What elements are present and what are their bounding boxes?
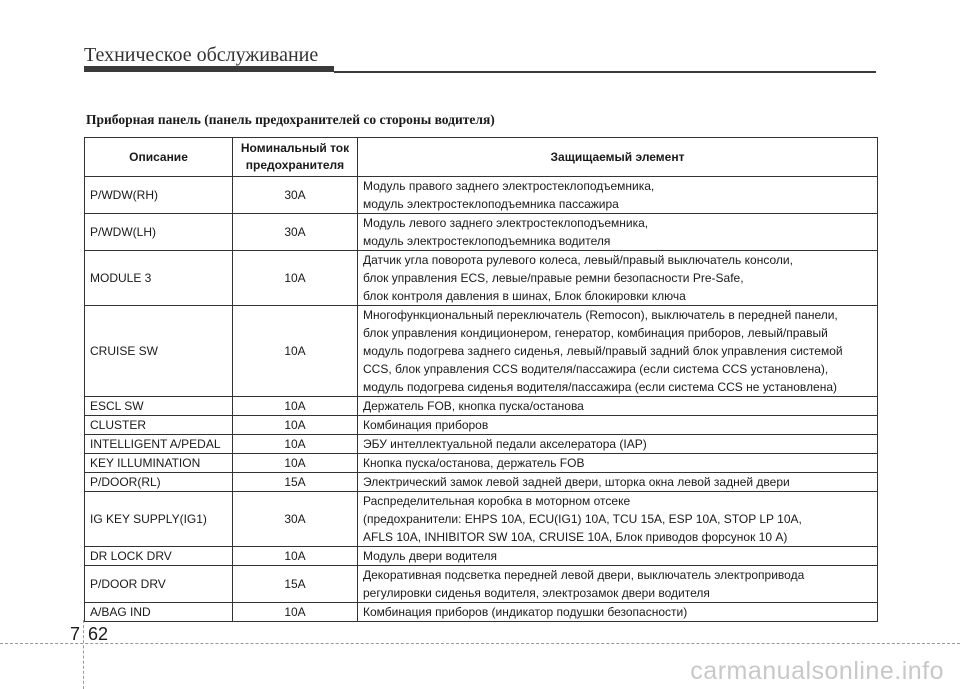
header-rating [233,138,358,177]
fuse-rating: 10A [233,251,358,306]
footer-horizontal-rule [0,643,960,644]
table-row [85,473,878,492]
protected-element [358,547,878,566]
fuse-rating: 30A [233,177,358,214]
fuse-rating: 10A [233,603,358,622]
fuse-rating: 10A [233,397,358,416]
fuse-description: MODULE 3 [85,251,233,306]
fuse-description: CLUSTER [85,416,233,435]
protected-element-line: Многофункциональный переключатель (Remocon), выключатель в передней панели, [363,308,838,322]
table-row [85,416,878,435]
protected-element-line: блок управления ECS, левые/правые ремни безопасности Pre-Safe, [363,271,744,285]
table-row [85,435,878,454]
protected-element-line: Комбинация приборов (индикатор подушки безопасности) [363,605,688,619]
fuse-description: CRUISE SW [85,306,233,397]
table-row [85,306,878,397]
fuse-rating: 30A [233,492,358,547]
watermark: carmanualsonline.info [690,657,944,685]
fuse-rating: 10A [233,306,358,397]
protected-element [358,473,878,492]
fuse-rating: 15A [233,566,358,603]
header-rule-thin [334,71,876,73]
table-row [85,603,878,622]
table-row [85,177,878,214]
protected-element [358,251,878,306]
protected-element [358,214,878,251]
fuse-rating: 10A [233,435,358,454]
protected-element-line: CCS, блок управления CCS водителя/пассажира (если система CCS установлена), [363,362,829,376]
table-row [85,547,878,566]
protected-element-line: модуль электростеклоподъемника пассажира [363,197,619,211]
fuse-rating: 10A [233,454,358,473]
protected-element-line: Кнопка пуска/останова, держатель FOB [363,456,585,470]
table-header-row [85,138,878,177]
protected-element-line: блок управления кондиционером, генератор, комбинация приборов, левый/правый [363,326,828,340]
header-element: Защищаемый элемент [358,138,878,177]
fuse-description: P/DOOR(RL) [85,473,233,492]
header-rating-line2: предохранителя [245,158,345,172]
protected-element-line: Модуль двери водителя [363,549,497,563]
fuse-rating: 30A [233,214,358,251]
protected-element-line: модуль подогрева заднего сиденья, левый/правый задний блок управления системой [363,344,843,358]
protected-element [358,397,878,416]
protected-element [358,435,878,454]
protected-element [358,306,878,397]
protected-element-line: Электрический замок левой задней двери, шторка окна левой задней двери [363,475,790,489]
table-row [85,492,878,547]
table-row [85,397,878,416]
footer-vertical-rule [83,620,84,689]
fuse-description: P/DOOR DRV [85,566,233,603]
protected-element-line: Декоративная подсветка передней левой двери, выключатель электропривода [363,568,805,582]
fuse-description: P/WDW(LH) [85,214,233,251]
fuse-description: KEY ILLUMINATION [85,454,233,473]
protected-element [358,416,878,435]
protected-element [358,566,878,603]
header-rating-line1: Номинальный ток [240,141,350,155]
protected-element-line: Распределительная коробка в моторном отсеке [363,494,631,508]
page-header-title: Техническое обслуживание [84,44,319,66]
protected-element-line: Датчик угла поворота рулевого колеса, левый/правый выключатель консоли, [363,253,793,267]
fuse-description: INTELLIGENT A/PEDAL [85,435,233,454]
chapter-number: 7 [70,624,81,644]
fuse-rating: 10A [233,547,358,566]
fuse-description: P/WDW(RH) [85,177,233,214]
fuse-description: ESCL SW [85,397,233,416]
table-row [85,251,878,306]
protected-element-line: регулировки сиденья водителя, электрозамок двери водителя [363,586,710,600]
protected-element [358,454,878,473]
fuse-description: A/BAG IND [85,603,233,622]
protected-element [358,492,878,547]
protected-element-line: Держатель FOB, кнопка пуска/останова [363,399,584,413]
section-title: Приборная панель (панель предохранителей со стороны водителя) [86,112,495,127]
table-row [85,454,878,473]
fuse-description: DR LOCK DRV [85,547,233,566]
protected-element [358,603,878,622]
fuse-table [84,137,878,622]
fuse-rating: 10A [233,416,358,435]
protected-element-line: ЭБУ интеллектуальной педали акселератора (IAP) [363,437,647,451]
table-row [85,566,878,603]
fuse-description: IG KEY SUPPLY(IG1) [85,492,233,547]
protected-element-line: Модуль правого заднего электростеклоподъемника, [363,179,655,193]
fuse-table-body [85,177,878,622]
protected-element [358,177,878,214]
protected-element-line: модуль электростеклоподъемника водителя [363,234,611,248]
protected-element-line: блок контроля давления в шинах, Блок блокировки ключа [363,289,686,303]
protected-element-line: (предохранители: EHPS 10A, ECU(IG1) 10A, TCU 15A, ESP 10A, STOP LP 10A, [363,512,802,526]
table-row [85,214,878,251]
protected-element-line: Модуль левого заднего электростеклоподъемника, [363,216,649,230]
protected-element-line: модуль подогрева сиденья водителя/пассажира (если система CCS не установлена) [363,380,837,394]
fuse-rating: 15A [233,473,358,492]
protected-element-line: AFLS 10A, INHIBITOR SW 10A, CRUISE 10A, Блок приводов форсунок 10 А) [363,530,788,544]
protected-element-line: Комбинация приборов [363,418,489,432]
header-rule-thick [84,66,334,72]
header-description: Описание [85,138,233,177]
page-number: 62 [88,624,109,644]
